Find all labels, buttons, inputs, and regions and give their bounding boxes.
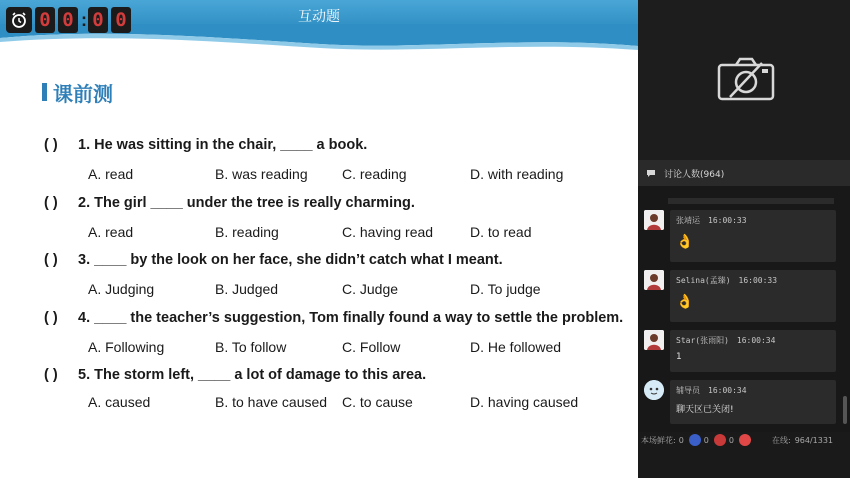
online-label: 在线:: [771, 435, 791, 445]
alarm-clock-icon: [6, 7, 32, 33]
online-count: 964/1331: [794, 435, 834, 445]
message-bubble: [670, 380, 836, 424]
question-stem: 4. ____ the teacher’s suggestion, Tom finally found a way to settle the problem.: [78, 310, 624, 326]
option-a: A. Following: [88, 339, 165, 355]
message-time: 16:00:34: [708, 386, 747, 395]
message-text: 聊天区已关闭!: [676, 405, 734, 415]
option-b: B. Judged: [215, 281, 279, 297]
option-a: A. caused: [88, 394, 151, 410]
option-a: A. read: [88, 166, 134, 182]
red-flower-icon[interactable]: [739, 434, 751, 446]
timer-digit: 0: [88, 7, 108, 33]
previous-message-bubble: [668, 198, 834, 204]
option-b: B. was reading: [215, 166, 308, 182]
question-stem: 2. The girl ____ under the tree is really charming.: [78, 195, 415, 211]
chat-message: [640, 270, 840, 322]
question-4: [44, 310, 623, 326]
countdown-timer: [6, 6, 131, 34]
answer-blank: ( ): [44, 195, 58, 211]
camera-off-icon[interactable]: [716, 55, 776, 103]
section-title: 课前测: [53, 81, 113, 106]
chat-header: [638, 160, 850, 186]
question-1: [44, 137, 367, 153]
sender-name: 辅导员: [676, 386, 700, 395]
option-d: D. with reading: [470, 166, 564, 182]
message-time: 16:00:33: [738, 276, 778, 285]
option-d: D. To judge: [470, 281, 541, 297]
question-2: [44, 195, 415, 211]
heading-accent-bar: [42, 83, 47, 101]
option-a: A. read: [88, 224, 134, 240]
option-b: B. reading: [215, 224, 279, 240]
question-3: [44, 252, 503, 268]
timer-digit: 0: [111, 7, 131, 33]
option-d: D. He followed: [470, 339, 562, 355]
question-stem: 3. ____ by the look on her face, she didn’t catch what I meant.: [78, 252, 503, 268]
status-footer: [638, 432, 850, 448]
option-d: D. to read: [470, 224, 532, 240]
answer-blank: ( ): [44, 310, 58, 326]
question-5: [44, 367, 426, 383]
option-a: A. Judging: [88, 281, 155, 297]
red-flower-icon[interactable]: [714, 434, 726, 446]
chat-bubble-icon: [646, 169, 656, 178]
option-c: C. reading: [342, 166, 407, 182]
option-b: B. To follow: [215, 339, 287, 355]
chat-participant-count: 讨论人数(964): [664, 169, 725, 180]
timer-digit: 0: [35, 7, 55, 33]
sender-name: Selina(孟臻): [676, 276, 731, 285]
answer-blank: ( ): [44, 367, 58, 383]
option-b: B. to have caused: [215, 394, 328, 410]
message-bubble: [670, 330, 836, 372]
option-d: D. having caused: [470, 394, 579, 410]
sender-name: Star(张雨阳): [676, 336, 729, 345]
option-c: C. Follow: [342, 339, 401, 355]
timer-digit: 0: [58, 7, 78, 33]
flower-count: 0: [728, 435, 734, 445]
avatar: [644, 380, 664, 400]
message-time: 16:00:33: [708, 216, 747, 225]
flower-count: 0: [703, 435, 709, 445]
page-title: 互动题: [298, 9, 340, 25]
message-bubble: [670, 270, 836, 322]
answer-blank: ( ): [44, 137, 58, 153]
answer-blank: ( ): [44, 252, 58, 268]
flowers-label: 本场鲜花:: [641, 435, 676, 445]
avatar: [644, 330, 664, 350]
question-stem: 5. The storm left, ____ a lot of damage to this area.: [78, 367, 427, 383]
question-stem: 1. He was sitting in the chair, ____ a book.: [78, 137, 368, 153]
message-bubble: [670, 210, 836, 262]
avatar: [644, 270, 664, 290]
chat-message: [640, 210, 840, 262]
avatar: [644, 210, 664, 230]
chat-message: [640, 330, 840, 372]
timer-separator: :: [81, 9, 87, 30]
option-c: C. having read: [342, 224, 434, 240]
blue-flower-icon[interactable]: [689, 434, 701, 446]
chat-scrollbar[interactable]: [843, 396, 847, 424]
message-text: 1: [676, 352, 682, 362]
sender-name: 张靖运: [676, 216, 700, 225]
ok-hand-icon: 👌: [676, 294, 694, 310]
ok-hand-icon: 👌: [676, 234, 694, 250]
option-c: C. to cause: [342, 394, 413, 410]
flower-count: 0: [678, 435, 684, 445]
message-time: 16:00:34: [736, 336, 776, 345]
bottom-area: [638, 448, 850, 478]
option-c: C. Judge: [342, 281, 399, 297]
section-heading: [42, 80, 113, 104]
chat-message: [640, 380, 840, 424]
